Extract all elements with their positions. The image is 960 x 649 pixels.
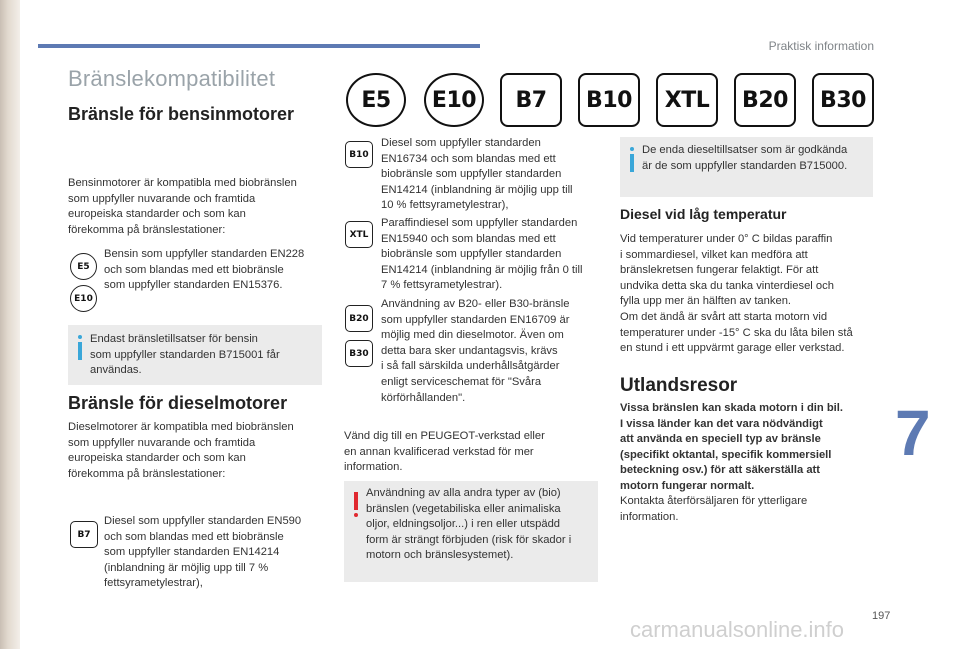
b30-badge: B30: [345, 340, 373, 367]
b20-b30-description: Användning av B20- eller B30-bränsle som uppfyller standarden EN16709 är möjlig med din dieselmotor. Även om detta bara sker undantagsvis, krävs i så fall särskilda underhållsåtgärder enligt serviceschemat för "Svåra körförhållanden".: [381, 298, 570, 404]
fuel-badge-b7: B7: [500, 73, 562, 127]
fuel-badge-e5: E5: [346, 73, 406, 127]
fuel-badge-e10: E10: [424, 73, 484, 127]
abroad-text: Kontakta återförsäljaren för ytterligare information.: [620, 495, 808, 523]
petrol-heading: Bränsle för bensinmotorer: [68, 104, 295, 124]
b7-description: Diesel som uppfyller standarden EN590 och som blandas med ett biobränsle som uppfyller standarden EN14214 (inblandning är möjlig upp till 7 % fettsyrametylestrar),: [104, 515, 302, 590]
low-temp-heading: Diesel vid låg temperatur: [620, 206, 787, 222]
abroad-bold-text: Vissa bränslen kan skada motorn i din bil. I vissa länder kan det vara nödvändigt att använda en speciell typ av bränsle (specifikt oktantal, specifik kommersiell beteckning osv.) för att säkerställa att motorn fungerar normalt.: [620, 402, 843, 492]
low-temp-text: Vid temperaturer under 0° C bildas paraffin i sommardiesel, vilket kan medföra att bränslekretsen fungerar felaktigt. För att undvika detta ska du tanka vinterdiesel och fylla upp mer än hälften av tanken. Om det ändå är svårt att starta motorn vid temperaturer under -15° C ska du låta bilen stå en stund i ett uppvärmt garage eller verkstad.: [620, 233, 853, 355]
petrol-intro: Bensinmotorer är kompatibla med biobränslen som uppfyller nuvarande och framtida europeiska standarder och som kan förekomma på bränslestationer:: [68, 177, 297, 236]
b20-badge: B20: [345, 305, 373, 332]
fuel-badge-b20: B20: [734, 73, 796, 127]
e5-badge: E5: [70, 253, 97, 280]
diesel-heading: Bränsle för dieselmotorer: [68, 393, 288, 413]
workshop-contact-text: Vänd dig till en PEUGEOT-verkstad eller en annan kvalificerad verkstad för mer information.: [344, 430, 545, 474]
diesel-additive-note: De enda dieseltillsatser som är godkända är de som uppfyller standarden B715000.: [620, 137, 873, 197]
b7-badge: B7: [70, 521, 98, 548]
abroad-heading: Utlandsresor: [620, 375, 738, 396]
info-icon: [630, 147, 634, 173]
diesel-intro: Dieselmotorer är kompatibla med biobränslen som uppfyller nuvarande och framtida europeiska standarder och som kan förekomma på bränslestationer:: [68, 421, 294, 480]
info-icon: [78, 335, 82, 361]
petrol-info-note: Endast bränsletillsatser för bensin som uppfyller standarden B715001 får användas.: [68, 325, 322, 385]
header-bar: [38, 44, 480, 48]
xtl-badge: XTL: [345, 221, 373, 248]
fuel-warning-note: Användning av alla andra typer av (bio) bränslen (vegetabiliska eller animaliska oljor, eldningsoljor...) i ren eller utspädd form är strängt förbjuden (risk för skador i motorn och bränslesystemet).: [344, 481, 598, 582]
page-number: 197: [872, 610, 891, 622]
chapter-number: 7: [895, 397, 931, 469]
watermark: carmanualsonline.info: [630, 617, 845, 642]
page-edge-decoration: [0, 0, 20, 649]
fuel-badge-xtl: XTL: [656, 73, 718, 127]
warning-icon: [354, 489, 358, 515]
b10-badge: B10: [345, 141, 373, 168]
fuel-badge-b10: B10: [578, 73, 640, 127]
section-header: Praktisk information: [768, 39, 874, 53]
e10-badge: E10: [70, 285, 97, 312]
xtl-description: Paraffindiesel som uppfyller standarden EN15940 och som blandas med ett biobränsle som uppfyller standarden EN14214 (inblandning är möjlig från 0 till 7 % fettsyrametylestrar).: [381, 217, 583, 292]
b10-description: Diesel som uppfyller standarden EN16734 och som blandas med ett biobränsle som uppfyller standarden EN14214 (inblandning är möjlig upp till 10 % fettsyrametylestrar),: [381, 137, 573, 212]
petrol-description: Bensin som uppfyller standarden EN228 och som blandas med ett biobränsle som uppfyller standarden EN15376.: [104, 248, 305, 292]
page-title: Bränslekompatibilitet: [68, 66, 276, 91]
fuel-badge-b30: B30: [812, 73, 874, 127]
